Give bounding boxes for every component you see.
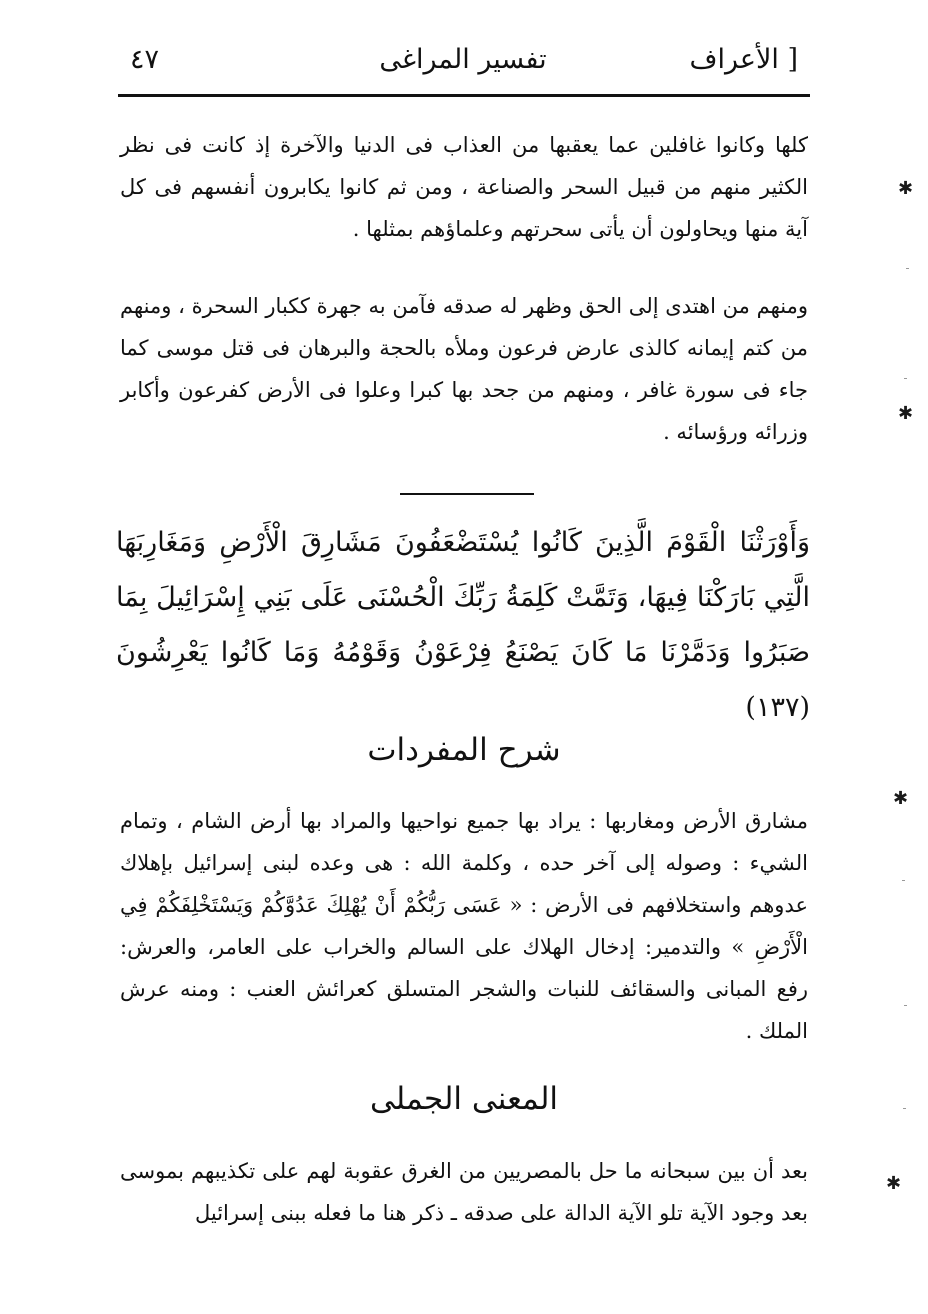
margin-mark-icon: ✱ — [898, 403, 914, 424]
speck — [904, 1005, 907, 1006]
book-title: تفسير المراغى — [379, 44, 547, 75]
speck — [903, 1108, 906, 1109]
margin-mark-icon: ✱ — [893, 788, 909, 809]
quran-verse: وَأَوْرَثْنَا الْقَوْمَ الَّذِينَ كَانُوا يُسْتَضْعَفُونَ مَشَارِقَ الْأَرْضِ وَمَغَارِبَهَا الَّتِي بَارَكْنَا فِيهَا، وَتَمَّتْ كَلِمَةُ رَبِّكَ الْحُسْنَى عَلَى بَنِي إِسْرَائِيلَ بِمَا صَبَرُوا وَدَمَّرْنَا مَا كَانَ يَصْنَعُ فِرْعَوْنُ وَقَوْمُهُ وَمَا كَانُوا يَعْرِشُونَ (١٣٧) — [116, 527, 810, 723]
page-header — [118, 38, 808, 88]
page-number: ٤٧ — [130, 44, 160, 75]
paragraph-2: ومنهم من اهتدى إلى الحق وظهر له صدقه فآمن به جهرة ككبار السحرة ، ومنهم من كتم إيمانه كالذى عارض فرعون وملأه بالحجة والبرهان فى قتل موسى كما جاء فى سورة غافر ، ومنهم من جحد بها كبرا وعلوا فى الأرض كفرعون وأكابر وزرائه ورؤسائه . — [120, 294, 808, 444]
vocabulary-text: مشارق الأرض ومغاربها : يراد بها جميع نواحيها والمراد بها أرض الشام ، وتمام الشيء : وصوله إلى آخر حده ، وكلمة الله : هى وعده لبنى إسرائيل بإهلاك عدوهم واستخلافهم فى الأرض : « عَسَى رَبُّكُمْ أَنْ يُهْلِكَ عَدُوَّكُمْ وَيَسْتَخْلِفَكُمْ فِي الْأَرْضِ » والتدمير: إدخال الهلاك على السالم والخراب على العامر، والعرش: رفع المبانى والسقائف للنبات والشجر المتسلق كعرائش العنب : ومنه عرش الملك . — [120, 809, 808, 1043]
section-title: الأعراف ] — [689, 44, 798, 75]
section-divider — [400, 493, 534, 495]
speck — [904, 378, 907, 379]
general-meaning-text: بعد أن بين سبحانه ما حل بالمصريين من الغرق عقوبة لهم على تكذيبهم بموسى بعد وجود الآية تلو الآية الدالة على صدقه ـ ذكر هنا ما فعله ببنى إسرائيل — [120, 1159, 808, 1225]
header-rule — [118, 94, 810, 97]
paragraph-1: كلها وكانوا غافلين عما يعقبها من العذاب فى الدنيا والآخرة إذ كانت فى نظر الكثير منهم من قبيل السحر والصناعة ، ومن ثم كانوا يكابرون أنفسهم فى كل آية منها ويحاولون أن يأتى سحرتهم وعلماؤهم بمثلها . — [120, 133, 808, 241]
speck — [902, 880, 905, 881]
margin-mark-icon: ✱ — [898, 178, 914, 199]
margin-mark-icon: ✱ — [886, 1173, 902, 1194]
general-meaning-heading: المعنى الجملى — [369, 1081, 559, 1117]
speck — [906, 268, 909, 269]
vocabulary-heading: شرح المفردات — [367, 732, 561, 768]
